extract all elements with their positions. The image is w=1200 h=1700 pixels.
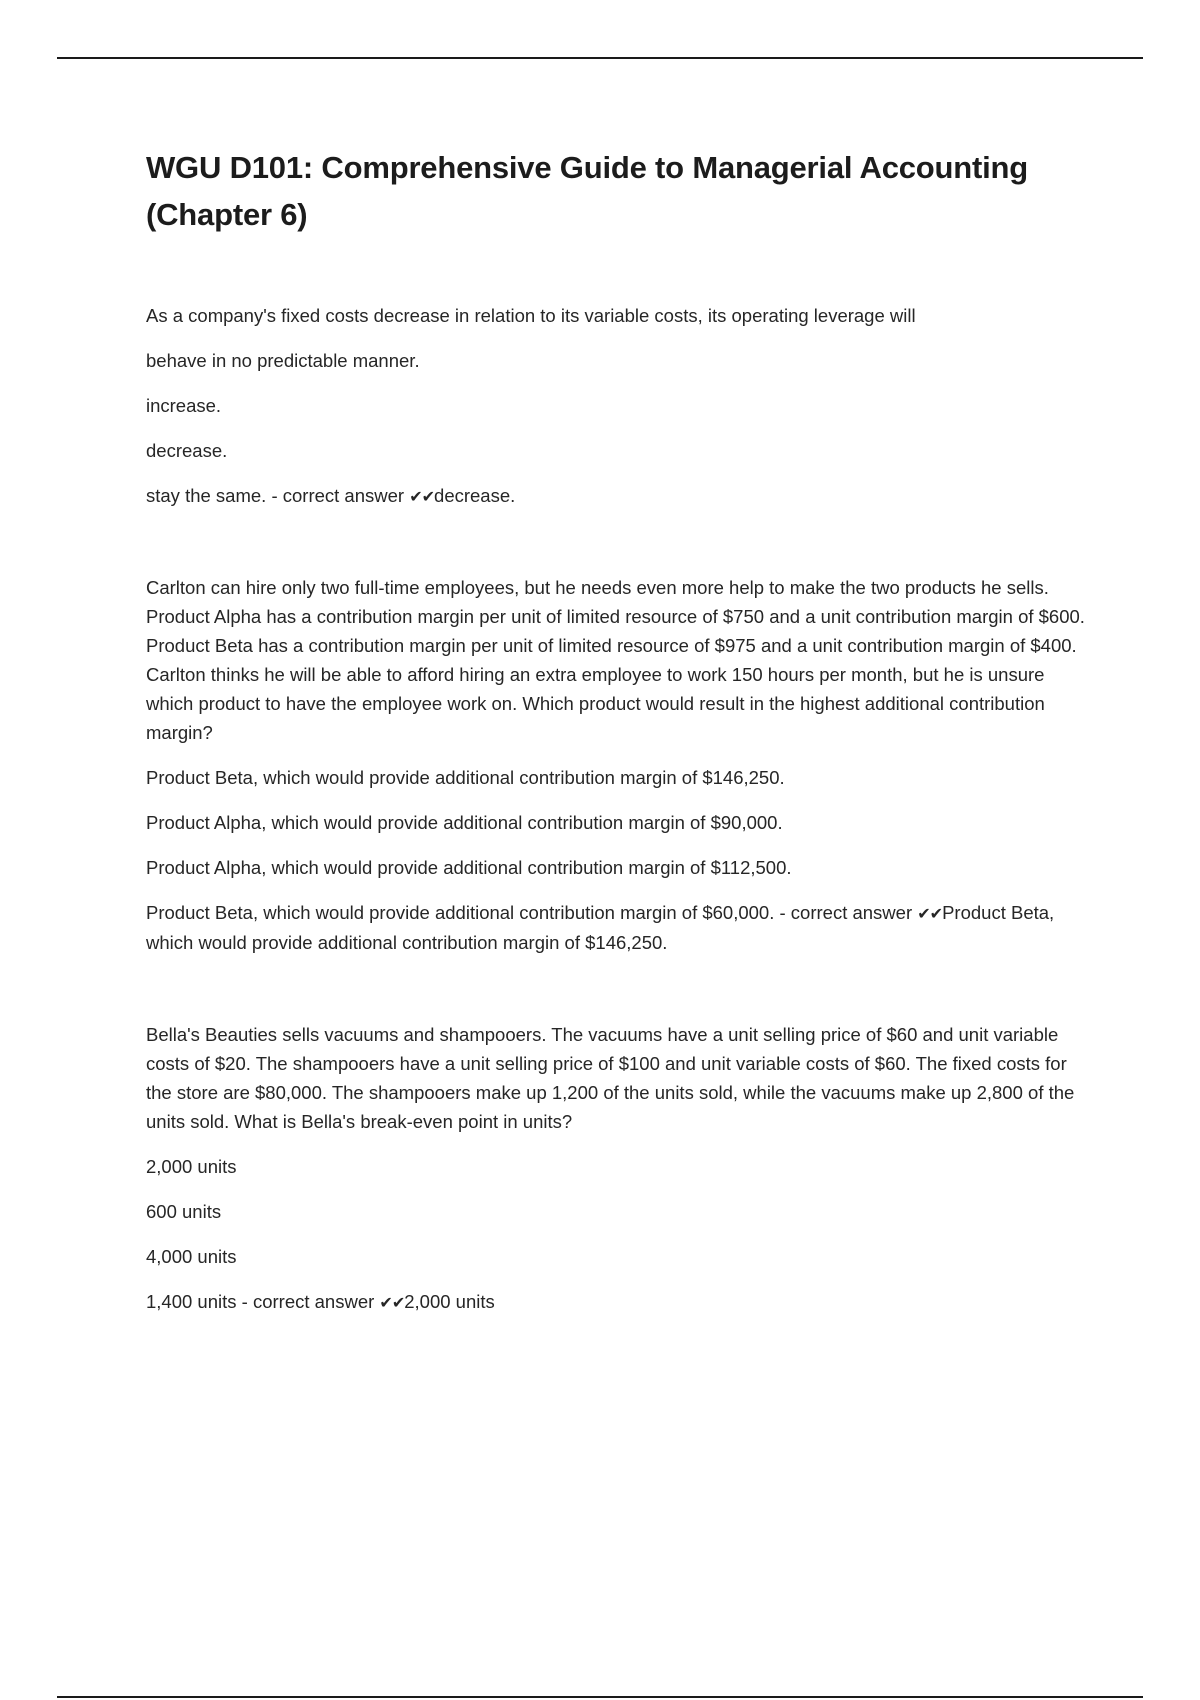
footer-rule (57, 1696, 1143, 1698)
correct-answer: Product Beta, which would provide additional contribution margin of $146,250. (146, 902, 1055, 953)
option-2: increase. (146, 395, 222, 416)
option-4-with-answer (146, 1287, 1096, 1317)
question-text: Carlton can hire only two full-time employees, but he needs even more help to make the two products he sells. Product Alpha has a contribution margin per unit of limited resource of $750 and a unit contribution margin of $600. Product Beta has a contribution margin per unit of limited resource of $975 and a unit contribution margin of $400. Carlton thinks he will be able to afford hiring an extra employee to work 150 hours per month, but he is unsure which product to have the employee work on. Which product would result in the highest additional contribution margin? (146, 577, 1085, 743)
option-3: decrease. (146, 440, 228, 461)
question-1 (146, 301, 1096, 511)
option-4-with-answer (146, 481, 1096, 511)
question-text: Bella's Beauties sells vacuums and shampooers. The vacuums have a unit selling price of $60 and unit variable costs of $20. The shampooers have a unit selling price of $100 and unit variable costs of $60. The fixed costs for the store are $80,000. The shampooers make up 1,200 of the units sold, while the vacuums make up 2,800 of the units sold. What is Bella's break-even point in units? (146, 1024, 1075, 1132)
option-3: Product Alpha, which would provide additional contribution margin of $112,500. (146, 857, 792, 878)
option-2: 600 units (146, 1201, 222, 1222)
question-2 (146, 573, 1096, 957)
check-marks-icon: ✔✔ (379, 1293, 405, 1312)
header-rule (57, 57, 1143, 59)
option-4: Product Beta, which would provide additional contribution margin of $60,000. (146, 902, 775, 923)
option-1: 2,000 units (146, 1156, 237, 1177)
option-2: Product Alpha, which would provide additional contribution margin of $90,000. (146, 812, 783, 833)
question-3 (146, 1020, 1096, 1317)
correct-answer-label: - correct answer (241, 1291, 375, 1312)
correct-answer: 2,000 units (404, 1291, 495, 1312)
correct-answer-label: - correct answer (779, 902, 913, 923)
option-1: Product Beta, which would provide additional contribution margin of $146,250. (146, 767, 785, 788)
option-4: 1,400 units (146, 1291, 237, 1312)
option-4: stay the same. (146, 485, 267, 506)
document-title: WGU D101: Comprehensive Guide to Managerial Accounting (Chapter 6) (146, 150, 1029, 232)
check-marks-icon: ✔✔ (409, 487, 435, 506)
option-1: behave in no predictable manner. (146, 350, 420, 371)
option-3: 4,000 units (146, 1246, 237, 1267)
correct-answer-label: - correct answer (271, 485, 405, 506)
document-body (146, 144, 1096, 1312)
correct-answer: decrease. (434, 485, 516, 506)
check-marks-icon: ✔✔ (917, 904, 943, 923)
question-text: As a company's fixed costs decrease in relation to its variable costs, its operating leverage will (146, 305, 916, 326)
option-4-with-answer (146, 898, 1096, 957)
